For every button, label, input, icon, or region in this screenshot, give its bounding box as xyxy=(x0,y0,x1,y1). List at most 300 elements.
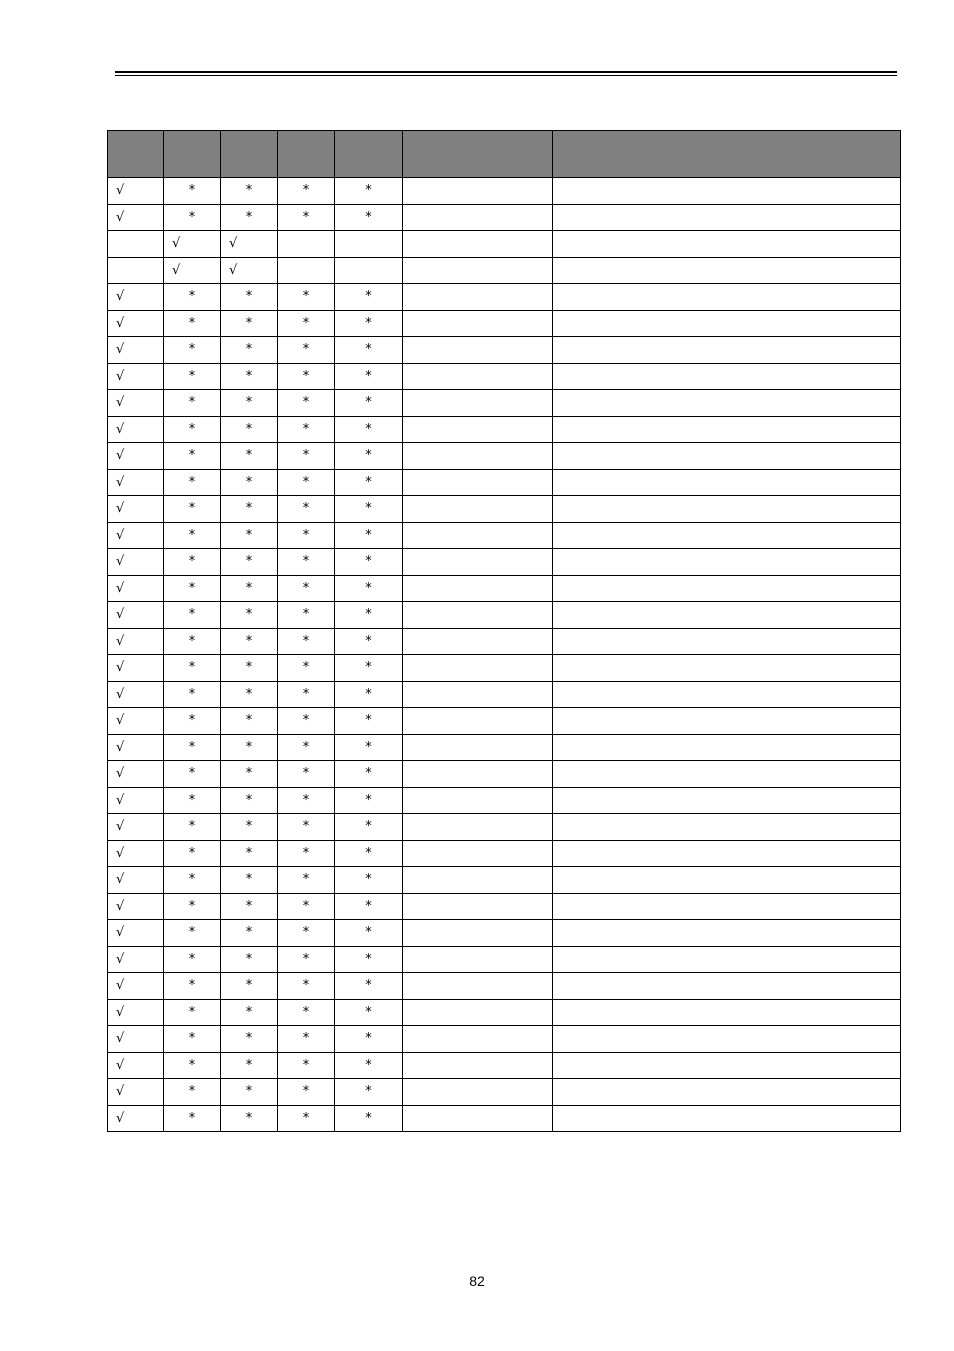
table-cell xyxy=(403,204,553,231)
asterisk-mark: * xyxy=(164,416,221,443)
asterisk-mark: * xyxy=(221,310,278,337)
table-cell xyxy=(553,1052,901,1079)
table-row xyxy=(108,999,901,1026)
asterisk-mark: * xyxy=(164,681,221,708)
table-row xyxy=(108,1052,901,1079)
asterisk-mark: * xyxy=(221,814,278,841)
asterisk-mark: * xyxy=(278,814,335,841)
check-mark-icon: √ xyxy=(108,1052,164,1079)
table-cell xyxy=(403,761,553,788)
table-cell xyxy=(403,337,553,364)
table-cell xyxy=(403,1105,553,1132)
table-cell xyxy=(553,443,901,470)
asterisk-mark: * xyxy=(278,522,335,549)
table-cell xyxy=(403,522,553,549)
asterisk-mark: * xyxy=(164,893,221,920)
table-row xyxy=(108,522,901,549)
asterisk-mark: * xyxy=(278,920,335,947)
asterisk-mark: * xyxy=(221,443,278,470)
check-mark-icon: √ xyxy=(108,337,164,364)
asterisk-mark: * xyxy=(278,1026,335,1053)
asterisk-mark: * xyxy=(221,549,278,576)
check-mark-icon: √ xyxy=(108,708,164,735)
check-mark-icon: √ xyxy=(108,390,164,417)
table-row xyxy=(108,257,901,284)
table-row xyxy=(108,681,901,708)
asterisk-mark: * xyxy=(335,920,403,947)
check-mark-icon: √ xyxy=(108,575,164,602)
table-cell xyxy=(403,814,553,841)
asterisk-mark: * xyxy=(221,575,278,602)
column-header-7 xyxy=(553,131,901,178)
asterisk-mark: * xyxy=(221,893,278,920)
table-cell xyxy=(403,496,553,523)
asterisk-mark: * xyxy=(164,999,221,1026)
asterisk-mark: * xyxy=(221,867,278,894)
asterisk-mark: * xyxy=(335,840,403,867)
table-row xyxy=(108,178,901,205)
asterisk-mark: * xyxy=(335,390,403,417)
asterisk-mark: * xyxy=(221,655,278,682)
check-mark-icon: √ xyxy=(108,999,164,1026)
asterisk-mark: * xyxy=(335,337,403,364)
check-mark-icon: √ xyxy=(108,443,164,470)
check-mark-icon: √ xyxy=(164,231,221,258)
asterisk-mark: * xyxy=(221,178,278,205)
table-row xyxy=(108,893,901,920)
table-cell xyxy=(553,178,901,205)
asterisk-mark: * xyxy=(221,1105,278,1132)
check-mark-icon: √ xyxy=(108,761,164,788)
asterisk-mark: * xyxy=(221,337,278,364)
asterisk-mark: * xyxy=(221,973,278,1000)
check-mark-icon: √ xyxy=(221,257,278,284)
check-mark-icon: √ xyxy=(108,893,164,920)
asterisk-mark: * xyxy=(278,946,335,973)
asterisk-mark: * xyxy=(278,337,335,364)
asterisk-mark: * xyxy=(335,575,403,602)
table-cell xyxy=(553,999,901,1026)
asterisk-mark: * xyxy=(278,178,335,205)
table-row xyxy=(108,204,901,231)
table-cell xyxy=(403,708,553,735)
asterisk-mark: * xyxy=(335,310,403,337)
table-row xyxy=(108,1079,901,1106)
asterisk-mark: * xyxy=(278,1105,335,1132)
asterisk-mark: * xyxy=(335,178,403,205)
table-header-row xyxy=(108,131,901,178)
asterisk-mark: * xyxy=(278,390,335,417)
asterisk-mark: * xyxy=(221,602,278,629)
asterisk-mark: * xyxy=(278,602,335,629)
check-mark-icon: √ xyxy=(108,178,164,205)
asterisk-mark: * xyxy=(335,443,403,470)
asterisk-mark: * xyxy=(221,840,278,867)
check-mark-icon: √ xyxy=(108,814,164,841)
asterisk-mark: * xyxy=(278,867,335,894)
table-body xyxy=(108,178,901,1132)
table-row xyxy=(108,708,901,735)
asterisk-mark: * xyxy=(335,814,403,841)
table-cell xyxy=(403,655,553,682)
asterisk-mark: * xyxy=(335,284,403,311)
asterisk-mark: * xyxy=(335,1105,403,1132)
table-row xyxy=(108,761,901,788)
column-header-4 xyxy=(278,131,335,178)
table-cell xyxy=(403,416,553,443)
asterisk-mark: * xyxy=(221,390,278,417)
asterisk-mark: * xyxy=(278,575,335,602)
table-row xyxy=(108,867,901,894)
asterisk-mark: * xyxy=(335,734,403,761)
table-row xyxy=(108,469,901,496)
table-cell xyxy=(553,840,901,867)
asterisk-mark: * xyxy=(278,708,335,735)
table-row xyxy=(108,231,901,258)
asterisk-mark: * xyxy=(164,363,221,390)
table-row xyxy=(108,443,901,470)
asterisk-mark: * xyxy=(164,973,221,1000)
asterisk-mark: * xyxy=(221,1079,278,1106)
asterisk-mark: * xyxy=(335,655,403,682)
asterisk-mark: * xyxy=(164,920,221,947)
check-mark-icon: √ xyxy=(108,310,164,337)
asterisk-mark: * xyxy=(221,734,278,761)
check-mark-icon: √ xyxy=(108,867,164,894)
table-cell xyxy=(403,231,553,258)
asterisk-mark: * xyxy=(278,893,335,920)
asterisk-mark: * xyxy=(278,204,335,231)
asterisk-mark: * xyxy=(221,787,278,814)
column-header-5 xyxy=(335,131,403,178)
asterisk-mark: * xyxy=(278,734,335,761)
asterisk-mark: * xyxy=(221,416,278,443)
check-mark-icon: √ xyxy=(108,1105,164,1132)
asterisk-mark: * xyxy=(335,787,403,814)
asterisk-mark: * xyxy=(164,1079,221,1106)
check-mark-icon: √ xyxy=(108,1079,164,1106)
column-header-3 xyxy=(221,131,278,178)
asterisk-mark: * xyxy=(221,522,278,549)
table-cell xyxy=(278,257,335,284)
table-row xyxy=(108,814,901,841)
check-mark-icon: √ xyxy=(108,973,164,1000)
asterisk-mark: * xyxy=(335,708,403,735)
asterisk-mark: * xyxy=(335,973,403,1000)
asterisk-mark: * xyxy=(164,522,221,549)
table-cell xyxy=(553,257,901,284)
table-cell xyxy=(553,1079,901,1106)
table-cell xyxy=(553,920,901,947)
table-cell xyxy=(403,575,553,602)
asterisk-mark: * xyxy=(164,575,221,602)
asterisk-mark: * xyxy=(335,363,403,390)
check-mark-icon: √ xyxy=(108,549,164,576)
table-cell xyxy=(403,681,553,708)
asterisk-mark: * xyxy=(164,602,221,629)
table-cell xyxy=(553,416,901,443)
table-cell xyxy=(553,204,901,231)
check-mark-icon: √ xyxy=(108,522,164,549)
asterisk-mark: * xyxy=(221,1026,278,1053)
table-cell xyxy=(553,469,901,496)
asterisk-mark: * xyxy=(335,1079,403,1106)
table-row xyxy=(108,363,901,390)
asterisk-mark: * xyxy=(164,1026,221,1053)
asterisk-mark: * xyxy=(221,946,278,973)
asterisk-mark: * xyxy=(278,681,335,708)
table-row xyxy=(108,416,901,443)
asterisk-mark: * xyxy=(164,840,221,867)
table-row xyxy=(108,920,901,947)
check-mark-icon: √ xyxy=(108,920,164,947)
asterisk-mark: * xyxy=(278,628,335,655)
asterisk-mark: * xyxy=(221,628,278,655)
asterisk-mark: * xyxy=(278,1052,335,1079)
check-mark-icon: √ xyxy=(108,284,164,311)
table-cell xyxy=(553,575,901,602)
asterisk-mark: * xyxy=(221,204,278,231)
asterisk-mark: * xyxy=(335,1026,403,1053)
check-mark-icon: √ xyxy=(164,257,221,284)
table-row xyxy=(108,337,901,364)
asterisk-mark: * xyxy=(335,469,403,496)
table-cell xyxy=(108,257,164,284)
asterisk-mark: * xyxy=(278,787,335,814)
asterisk-mark: * xyxy=(164,496,221,523)
check-mark-icon: √ xyxy=(108,655,164,682)
table-row xyxy=(108,628,901,655)
table-cell xyxy=(403,469,553,496)
check-mark-icon: √ xyxy=(108,363,164,390)
check-mark-icon: √ xyxy=(108,469,164,496)
asterisk-mark: * xyxy=(278,496,335,523)
asterisk-mark: * xyxy=(278,973,335,1000)
table-cell xyxy=(403,893,553,920)
table-cell xyxy=(403,1052,553,1079)
asterisk-mark: * xyxy=(164,204,221,231)
table-row xyxy=(108,946,901,973)
table-row xyxy=(108,496,901,523)
table-row xyxy=(108,549,901,576)
check-mark-icon: √ xyxy=(108,204,164,231)
check-mark-icon: √ xyxy=(108,628,164,655)
check-mark-icon: √ xyxy=(108,496,164,523)
asterisk-mark: * xyxy=(335,628,403,655)
table-cell xyxy=(553,734,901,761)
header-rule-thick xyxy=(115,71,897,73)
asterisk-mark: * xyxy=(335,867,403,894)
table-cell xyxy=(553,867,901,894)
table-cell xyxy=(553,496,901,523)
asterisk-mark: * xyxy=(164,734,221,761)
asterisk-mark: * xyxy=(278,416,335,443)
compatibility-table xyxy=(107,130,901,1132)
table-cell xyxy=(553,787,901,814)
check-mark-icon: √ xyxy=(108,840,164,867)
check-mark-icon: √ xyxy=(108,946,164,973)
asterisk-mark: * xyxy=(164,443,221,470)
asterisk-mark: * xyxy=(278,443,335,470)
table-cell xyxy=(553,337,901,364)
table-cell xyxy=(553,1026,901,1053)
asterisk-mark: * xyxy=(164,284,221,311)
asterisk-mark: * xyxy=(221,761,278,788)
asterisk-mark: * xyxy=(164,761,221,788)
table-cell xyxy=(553,708,901,735)
table-cell xyxy=(403,310,553,337)
column-header-1 xyxy=(108,131,164,178)
table-cell xyxy=(403,390,553,417)
asterisk-mark: * xyxy=(335,549,403,576)
asterisk-mark: * xyxy=(278,469,335,496)
asterisk-mark: * xyxy=(278,655,335,682)
table-row xyxy=(108,655,901,682)
table-cell xyxy=(553,814,901,841)
table-cell xyxy=(403,787,553,814)
asterisk-mark: * xyxy=(278,549,335,576)
table-cell xyxy=(403,734,553,761)
table-cell xyxy=(335,257,403,284)
asterisk-mark: * xyxy=(335,204,403,231)
asterisk-mark: * xyxy=(221,681,278,708)
check-mark-icon: √ xyxy=(108,734,164,761)
asterisk-mark: * xyxy=(335,946,403,973)
table-cell xyxy=(108,231,164,258)
table-cell xyxy=(403,1026,553,1053)
table-cell xyxy=(403,549,553,576)
table-cell xyxy=(403,363,553,390)
table-cell xyxy=(403,257,553,284)
table-cell xyxy=(553,628,901,655)
asterisk-mark: * xyxy=(335,893,403,920)
table-cell xyxy=(553,655,901,682)
asterisk-mark: * xyxy=(164,1105,221,1132)
asterisk-mark: * xyxy=(221,363,278,390)
table-cell xyxy=(553,973,901,1000)
table-cell xyxy=(403,178,553,205)
table-cell xyxy=(403,999,553,1026)
table-cell xyxy=(403,602,553,629)
asterisk-mark: * xyxy=(164,708,221,735)
table-cell xyxy=(553,681,901,708)
table-row xyxy=(108,734,901,761)
asterisk-mark: * xyxy=(221,999,278,1026)
asterisk-mark: * xyxy=(164,178,221,205)
table-row xyxy=(108,973,901,1000)
asterisk-mark: * xyxy=(164,867,221,894)
table-row xyxy=(108,390,901,417)
table-cell xyxy=(553,522,901,549)
check-mark-icon: √ xyxy=(221,231,278,258)
table-row xyxy=(108,1105,901,1132)
check-mark-icon: √ xyxy=(108,787,164,814)
asterisk-mark: * xyxy=(164,310,221,337)
asterisk-mark: * xyxy=(221,496,278,523)
column-header-6 xyxy=(403,131,553,178)
asterisk-mark: * xyxy=(335,761,403,788)
table-cell xyxy=(403,443,553,470)
table-cell xyxy=(403,1079,553,1106)
asterisk-mark: * xyxy=(278,310,335,337)
table-row xyxy=(108,602,901,629)
table-cell xyxy=(553,893,901,920)
table-cell xyxy=(403,628,553,655)
table-row xyxy=(108,787,901,814)
table-cell xyxy=(403,973,553,1000)
asterisk-mark: * xyxy=(278,999,335,1026)
table-row xyxy=(108,284,901,311)
table-cell xyxy=(278,231,335,258)
asterisk-mark: * xyxy=(164,1052,221,1079)
asterisk-mark: * xyxy=(335,496,403,523)
asterisk-mark: * xyxy=(164,655,221,682)
asterisk-mark: * xyxy=(335,999,403,1026)
asterisk-mark: * xyxy=(335,602,403,629)
table-cell xyxy=(553,231,901,258)
asterisk-mark: * xyxy=(335,1052,403,1079)
asterisk-mark: * xyxy=(164,549,221,576)
asterisk-mark: * xyxy=(278,761,335,788)
table-cell xyxy=(553,549,901,576)
asterisk-mark: * xyxy=(164,628,221,655)
asterisk-mark: * xyxy=(278,363,335,390)
check-mark-icon: √ xyxy=(108,1026,164,1053)
check-mark-icon: √ xyxy=(108,681,164,708)
asterisk-mark: * xyxy=(278,284,335,311)
asterisk-mark: * xyxy=(335,681,403,708)
asterisk-mark: * xyxy=(164,469,221,496)
asterisk-mark: * xyxy=(278,1079,335,1106)
table-row xyxy=(108,840,901,867)
asterisk-mark: * xyxy=(335,416,403,443)
table-cell xyxy=(553,363,901,390)
asterisk-mark: * xyxy=(164,946,221,973)
asterisk-mark: * xyxy=(164,814,221,841)
check-mark-icon: √ xyxy=(108,602,164,629)
table-cell xyxy=(403,946,553,973)
asterisk-mark: * xyxy=(221,469,278,496)
table-cell xyxy=(553,284,901,311)
asterisk-mark: * xyxy=(335,522,403,549)
asterisk-mark: * xyxy=(221,1052,278,1079)
table-cell xyxy=(553,390,901,417)
table-cell xyxy=(553,310,901,337)
asterisk-mark: * xyxy=(221,920,278,947)
table-row xyxy=(108,575,901,602)
asterisk-mark: * xyxy=(164,390,221,417)
asterisk-mark: * xyxy=(164,787,221,814)
asterisk-mark: * xyxy=(278,840,335,867)
header-rule-thin xyxy=(115,75,897,76)
table-cell xyxy=(553,761,901,788)
table-cell xyxy=(553,1105,901,1132)
asterisk-mark: * xyxy=(221,708,278,735)
asterisk-mark: * xyxy=(221,284,278,311)
table-row xyxy=(108,1026,901,1053)
page-number: 82 xyxy=(469,1273,485,1289)
table-cell xyxy=(403,840,553,867)
table-cell xyxy=(403,920,553,947)
table-cell xyxy=(403,867,553,894)
table-cell xyxy=(553,602,901,629)
table-cell xyxy=(403,284,553,311)
check-mark-icon: √ xyxy=(108,416,164,443)
asterisk-mark: * xyxy=(164,337,221,364)
table-cell xyxy=(553,946,901,973)
table-row xyxy=(108,310,901,337)
table-cell xyxy=(335,231,403,258)
